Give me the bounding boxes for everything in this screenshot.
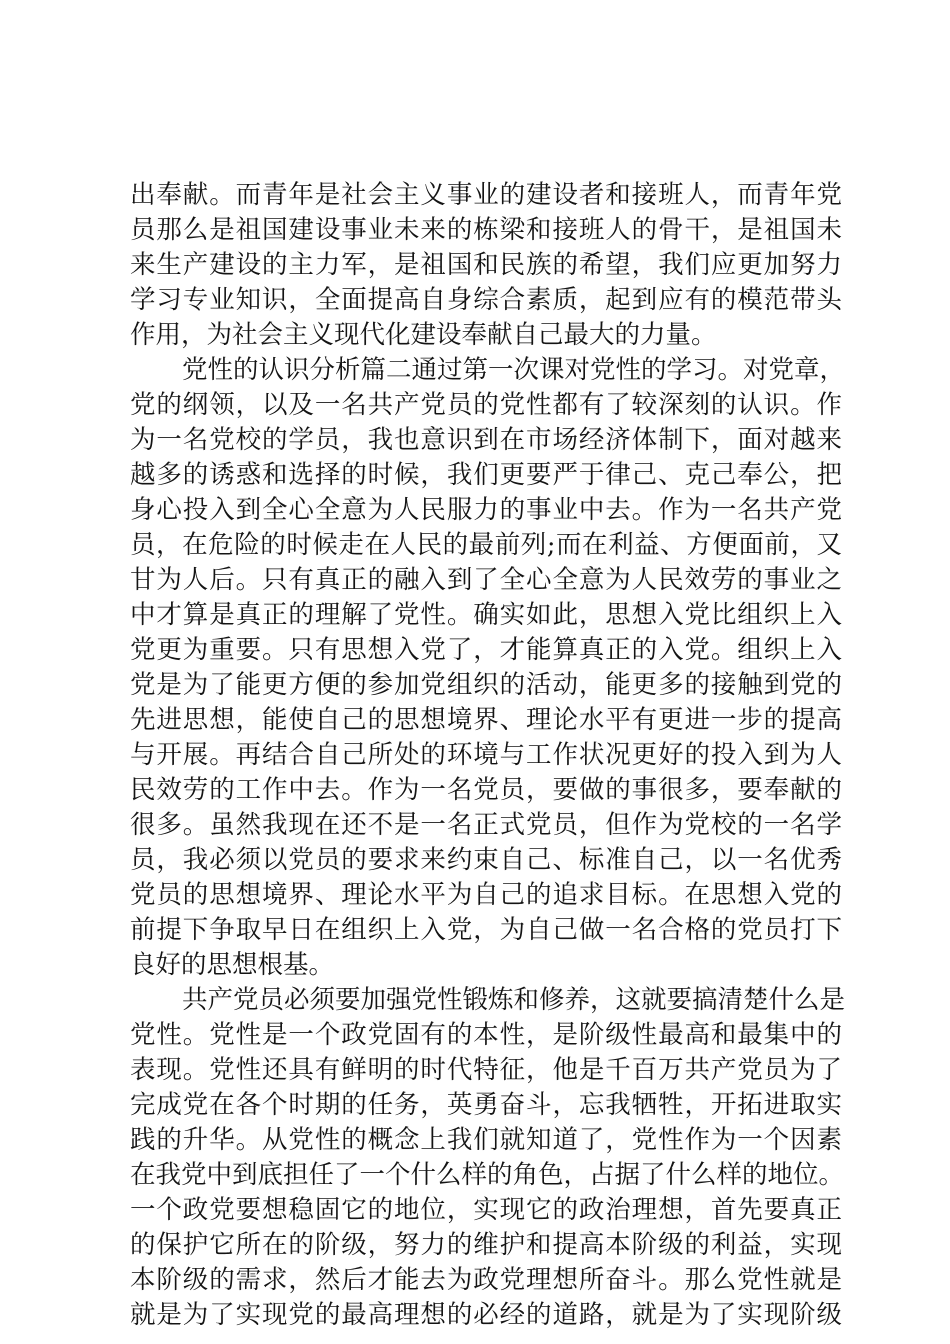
text-line: 党员的思想境界、理论水平为自己的追求目标。在思想入党的: [130, 880, 842, 910]
text-line: 来生产建设的主力军，是祖国和民族的希望，我们应更加努力: [130, 250, 842, 280]
text-line: 出奉献。而青年是社会主义事业的建设者和接班人，而青年党: [130, 180, 842, 210]
text-line: 完成党在各个时期的任务，英勇奋斗，忘我牺牲，开拓进取实: [130, 1090, 842, 1120]
text-line: 中才算是真正的理解了党性。确实如此，思想入党比组织上入: [130, 600, 842, 630]
text-line: 先进思想，能使自己的思想境界、理论水平有更进一步的提高: [130, 705, 842, 735]
text-line: 为一名党校的学员，我也意识到在市场经济体制下，面对越来: [130, 425, 842, 455]
text-line: 民效劳的工作中去。作为一名党员，要做的事很多，要奉献的: [130, 775, 842, 805]
text-line: 很多。虽然我现在还不是一名正式党员，但作为党校的一名学: [130, 810, 842, 840]
text-line: 员，我必须以党员的要求来约束自己、标准自己，以一名优秀: [130, 845, 842, 875]
text-line: 党更为重要。只有思想入党了，才能算真正的入党。组织上入: [130, 635, 842, 665]
text-line: 践的升华。从党性的概念上我们就知道了，党性作为一个因素: [130, 1125, 842, 1155]
text-line: 一个政党要想稳固它的地位，实现它的政治理想，首先要真正: [130, 1195, 842, 1225]
text-line: 前提下争取早日在组织上入党，为自己做一名合格的党员打下: [130, 915, 842, 945]
text-line: 与开展。再结合自己所处的环境与工作状况更好的投入到为人: [130, 740, 842, 770]
text-line: 表现。党性还具有鲜明的时代特征，他是千百万共产党员为了: [130, 1055, 842, 1085]
text-line: 作用，为社会主义现代化建设奉献自己最大的力量。: [130, 320, 717, 350]
text-line: 党是为了能更方便的参加党组织的活动，能更多的接触到党的: [130, 670, 842, 700]
text-line: 良好的思想根基。: [130, 950, 335, 980]
text-line: 员那么是祖国建设事业未来的栋梁和接班人的骨干，是祖国未: [130, 215, 842, 245]
text-line: 越多的诱惑和选择的时候，我们更要严于律己、克己奉公，把: [130, 460, 842, 490]
text-line: 党的纲领，以及一名共产党员的党性都有了较深刻的认识。作: [130, 390, 842, 420]
paragraph-start-line: 党性的认识分析篇二通过第一次课对党性的学习。对党章，: [182, 355, 846, 385]
text-line: 就是为了实现党的最高理想的必经的道路，就是为了实现阶级: [130, 1300, 842, 1330]
text-line: 学习专业知识，全面提高自身综合素质，起到应有的模范带头: [130, 285, 842, 315]
text-line: 甘为人后。只有真正的融入到了全心全意为人民效劳的事业之: [130, 565, 842, 595]
text-line: 党性。党性是一个政党固有的本性，是阶级性最高和最集中的: [130, 1020, 842, 1050]
text-line: 员，在危险的时候走在人民的最前列;而在利益、方便面前，又: [130, 530, 842, 560]
text-line: 身心投入到全心全意为人民服力的事业中去。作为一名共产党: [130, 495, 842, 525]
paragraph-start-line: 共产党员必须要加强党性锻炼和修养，这就要搞清楚什么是: [182, 985, 846, 1015]
text-line: 本阶级的需求，然后才能去为政党理想所奋斗。那么党性就是: [130, 1265, 842, 1295]
text-line: 在我党中到底担任了一个什么样的角色，占据了什么样的地位。: [130, 1160, 845, 1190]
text-line: 的保护它所在的阶级，努力的维护和提高本阶级的利益，实现: [130, 1230, 842, 1260]
